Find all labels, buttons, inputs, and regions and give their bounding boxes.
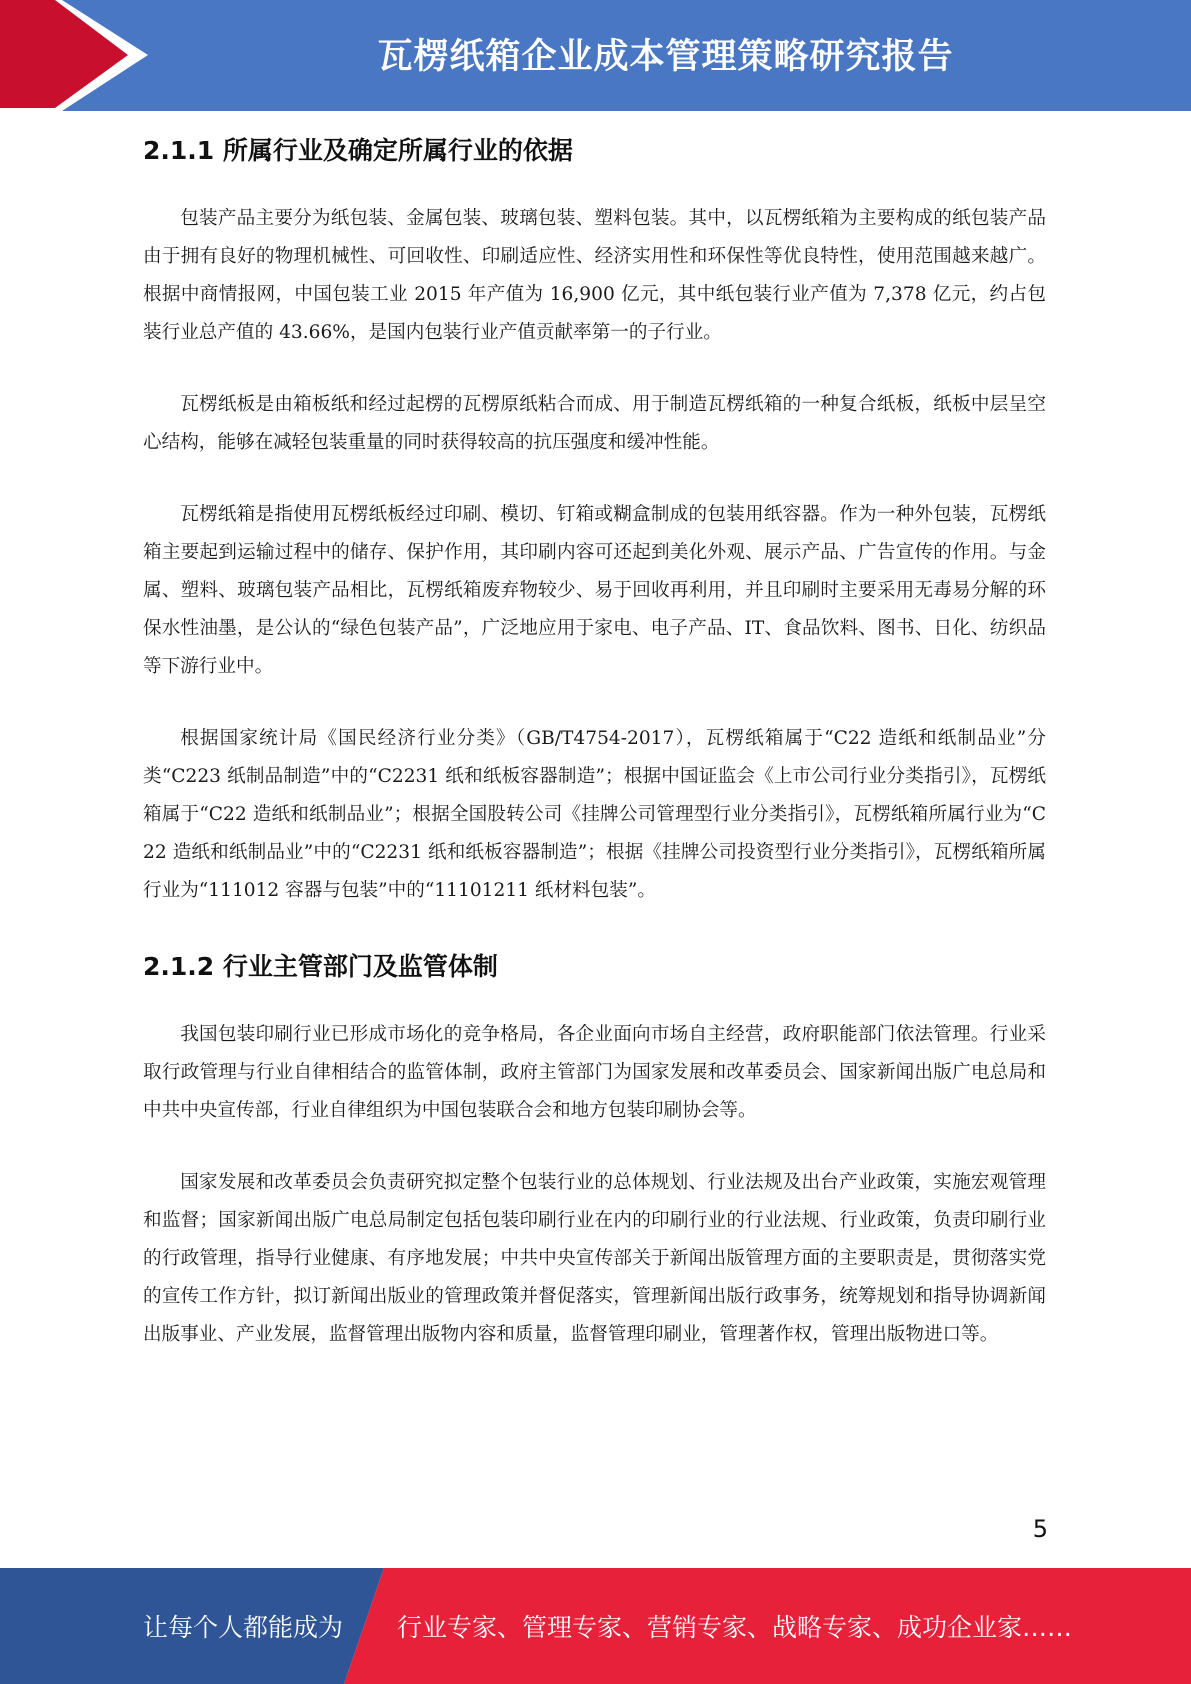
paragraph: 包装产品主要分为纸包装、金属包装、玻璃包装、塑料包装。其中，以瓦楞纸箱为主要构成的纸包装产品由于拥有良好的物理机械性、可回收性、印刷适应性、经济实用性和环保性等优良特性，使用范围越来越广。根据中商情报网，中国包装工业 2015 年产值为 16,900 亿元，其中纸包装行业产值为 7,378 亿元，约占包装行业总产值的 43.66%，是国内包装行业产值贡献率第一的子行业。 (143, 208, 1046, 343)
paragraph: 我国包装印刷行业已形成市场化的竞争格局，各企业面向市场自主经营，政府职能部门依法管理。行业采取行政管理与行业自律相结合的监管体制，政府主管部门为国家发展和改革委员会、国家新闻出版广电总局和中共中央宣传部，行业自律组织为中国包装联合会和地方包装印刷协会等。 (143, 1024, 1046, 1121)
paragraph: 国家发展和改革委员会负责研究拟定整个包装行业的总体规划、行业法规及出台产业政策，实施宏观管理和监督；国家新闻出版广电总局制定包括包装印刷行业在内的印刷行业的行业法规、行业政策，负责印刷行业的行政管理，指导行业健康、有序地发展；中共中央宣传部关于新闻出版管理方面的主要职责是，贯彻落实党的宣传工作方针，拟订新闻出版业的管理政策并督促落实，管理新闻出版行政事务，统筹规划和指导协调新闻出版事业、产业发展，监督管理出版物内容和质量，监督管理印刷业，管理著作权，管理出版物进口等。 (143, 1172, 1046, 1345)
page-number: 5 (1032, 1515, 1048, 1543)
footer-slogan-left: 让每个人都能成为 (143, 1613, 344, 1642)
paragraph: 瓦楞纸箱是指使用瓦楞纸板经过印刷、模切、钉箱或糊盒制成的包装用纸容器。作为一种外包装，瓦楞纸箱主要起到运输过程中的储存、保护作用，其印刷内容可还起到美化外观、展示产品、广告宣传的作用。与金属、塑料、玻璃包装产品相比，瓦楞纸箱废弃物较少、易于回收再利用，并且印刷时主要采用无毒易分解的环保水性油墨，是公认的“绿色包装产品”，广泛地应用于家电、电子产品、IT、食品饮料、图书、日化、纺织品等下游行业中。 (143, 504, 1046, 677)
page-footer (0, 1568, 1191, 1684)
document-title: 瓦楞纸箱企业成本管理策略研究报告 (377, 36, 954, 77)
section-heading-2-1-1: 2.1.1 所属行业及确定所属行业的依据 (143, 136, 573, 165)
page-content (143, 128, 1046, 1388)
page-header (0, 0, 1191, 111)
paragraph: 瓦楞纸板是由箱板纸和经过起楞的瓦楞原纸粘合而成、用于制造瓦楞纸箱的一种复合纸板，纸板中层呈空心结构，能够在减轻包装重量的同时获得较高的抗压强度和缓冲性能。 (143, 394, 1046, 453)
paragraph: 根据国家统计局《国民经济行业分类》（GB/T4754-2017），瓦楞纸箱属于“C22 造纸和纸制品业”分类“C223 纸制品制造”中的“C2231 纸和纸板容器制造”；根据中国证监会《上市公司行业分类指引》，瓦楞纸箱属于“C22 造纸和纸制品业”；根据全国股转公司《挂牌公司管理型行业分类指引》，瓦楞纸箱所属行业为“C22 造纸和纸制品业”中的“C2231 纸和纸板容器制造”；根据《挂牌公司投资型行业分类指引》，瓦楞纸箱所属行业为“111012 容器与包装”中的“11101211 纸材料包装”。 (143, 728, 1046, 901)
footer-slogan-right: 行业专家、管理专家、营销专家、战略专家、成功企业家…… (397, 1613, 1073, 1642)
section-heading-2-1-2: 2.1.2 行业主管部门及监管体制 (143, 952, 498, 981)
